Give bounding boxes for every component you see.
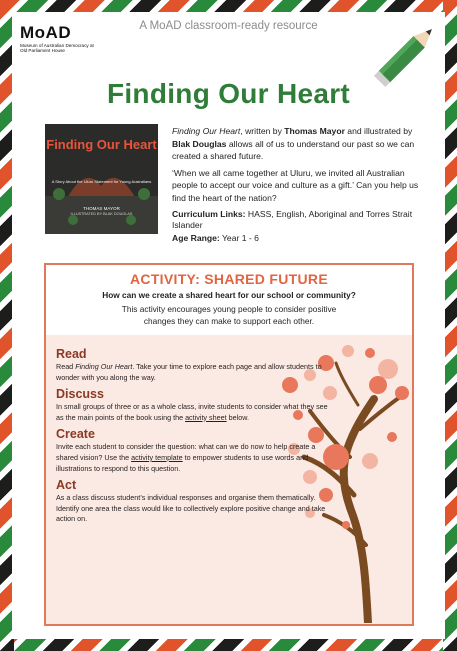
step-text-read (56, 362, 336, 383)
intro-illustrator: Blak Douglas (172, 138, 227, 149)
intro-text: allows all of us to understand our past so we can created a shared future. (172, 138, 415, 162)
curriculum-label: Curriculum Links: (172, 208, 246, 219)
curriculum-value: HASS, English, Aboriginal and Torres Strait Islander (172, 208, 413, 230)
step-heading-create: Create (56, 427, 95, 442)
intro-text: and illustrated by (344, 126, 413, 136)
book-cover-title: Finding Our Heart (46, 137, 157, 152)
book-cover-illustrator: ILLUSTRATED BY BLAK DOUGLAS (70, 212, 133, 216)
step-text: . Take your time to explore each page and allow students to wonder with you along the way. (56, 362, 322, 382)
intro-author: Thomas Mayor (284, 126, 345, 136)
activity-sheet-link[interactable]: activity sheet (185, 412, 227, 422)
logo-mark: MoAD (20, 23, 72, 42)
intro-text: , written by (240, 126, 285, 136)
book-cover (45, 124, 158, 234)
activity-box (44, 263, 414, 626)
logo-subtitle: Museum of Australian Democracy at Old Parliament House (20, 43, 94, 54)
intro-quote: ‘When we all came together at Uluru, we invited all Australian people to accept our voice and culture as a gift.’ Can you help us find the heart of the nation? (172, 167, 419, 203)
step-heading-discuss: Discuss (56, 387, 104, 402)
activity-description: This activity encourages young people to consider positive changes they can make to support each other. (121, 304, 337, 326)
tagline: A MoAD classroom-ready resource (139, 20, 318, 32)
step-text: below. (226, 412, 249, 422)
age-label: Age Range: (172, 232, 220, 243)
activity-title: ACTIVITY: SHARED FUTURE (130, 271, 328, 287)
step-text: Read (56, 362, 76, 371)
step-text: Invite each student to consider the question: what can we do now to help create a shared vision? Use the (56, 442, 316, 462)
step-text: In small groups of three or as a whole class, invite students to consider what they see as the main points of the book using the (56, 402, 328, 422)
activity-header (46, 265, 412, 335)
step-text-discuss (56, 402, 336, 423)
intro-book-title: Finding Our Heart (172, 126, 241, 136)
curriculum-links (172, 209, 424, 231)
step-heading-act: Act (56, 478, 77, 493)
step-text: to empower students to use words and illustrations to respond to this question. (56, 452, 309, 473)
activity-template-link[interactable]: activity template (131, 452, 183, 462)
page-title: Finding Our Heart (106, 78, 351, 109)
step-book-title: Finding Our Heart (75, 362, 133, 371)
book-cover-author: THOMAS MAYOR (83, 206, 120, 211)
activity-question: How can we create a shared heart for our school or community? (102, 290, 356, 300)
age-range (172, 233, 424, 244)
intro-paragraph (172, 125, 424, 163)
step-text-act: As a class discuss student’s individual responses and organise them thematically. Identify one area the class would like to collectively explore positive change and take action on. (56, 493, 326, 524)
book-introduction (172, 125, 424, 244)
step-text-create (56, 442, 336, 474)
step-heading-read: Read (56, 347, 87, 361)
age-value: Year 1 - 6 (219, 232, 259, 243)
activity-steps (56, 343, 336, 525)
border-stripe-bottom (0, 637, 457, 651)
book-cover-subtitle: A Story About the Uluru Statement for Young Australians (51, 179, 152, 184)
